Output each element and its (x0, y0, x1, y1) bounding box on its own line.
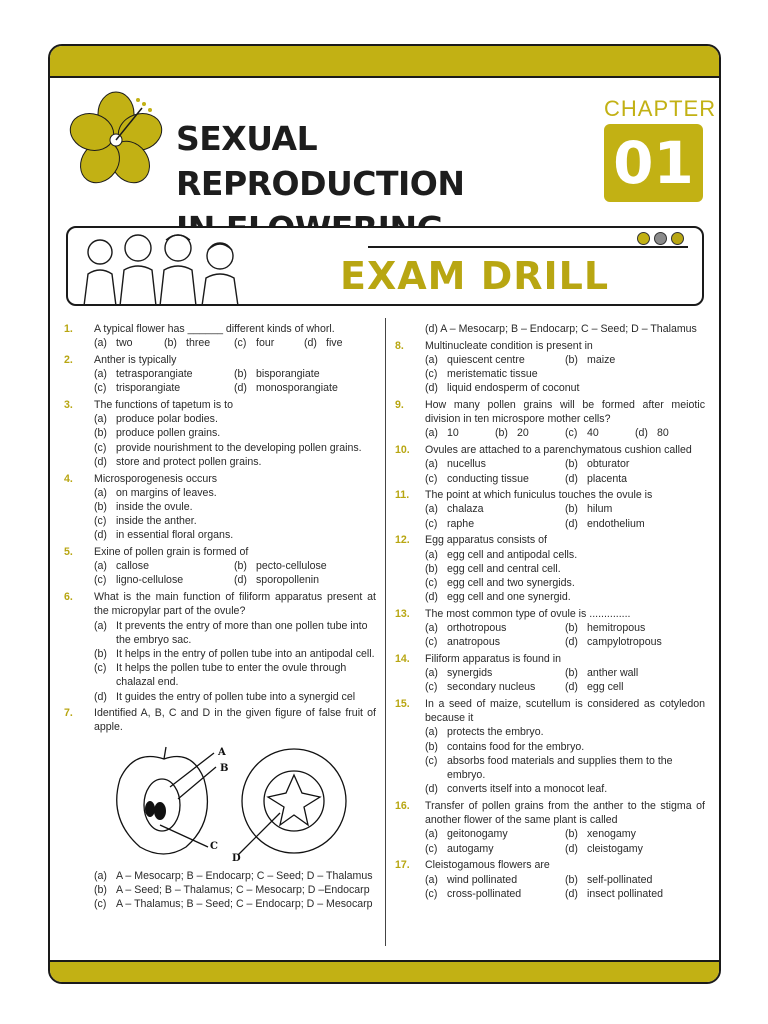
question-item (64, 353, 376, 396)
question-text: How many pollen grains will be formed after meiotic division in ten microspore mother cells? (425, 399, 705, 426)
option-text: egg cell (587, 681, 624, 694)
question-text: Exine of pollen grain is formed of (94, 546, 249, 559)
options-row (94, 336, 376, 350)
option-text: meristematic tissue (447, 368, 538, 381)
answer-option (565, 457, 705, 471)
options-row (94, 559, 376, 573)
option-letter: (b) (234, 368, 247, 381)
option-text: It helps the pollen tube to enter the ovule through chalazal end. (116, 662, 347, 689)
options-row (425, 827, 705, 841)
question-number: 10. (395, 444, 410, 457)
answer-option (425, 502, 565, 516)
option-text: in essential floral organs. (116, 529, 234, 542)
option-text: It helps in the entry of pollen tube into an antipodal cell. (116, 647, 375, 660)
option-text: autogamy (447, 842, 494, 855)
option-text: raphe (447, 517, 475, 530)
question-item (395, 799, 705, 856)
option-letter: (c) (234, 337, 247, 350)
option-letter: (a) (94, 486, 107, 499)
question-text: In a seed of maize, scutellum is considered as cotyledon because it (425, 698, 705, 725)
answer-option (234, 367, 374, 381)
option-text: hemitropous (587, 622, 646, 635)
option-letter: (d) (304, 337, 317, 350)
answer-option (94, 486, 376, 500)
question-item (395, 697, 705, 796)
option-letter: (c) (425, 368, 438, 381)
option-letter: (c) (425, 576, 438, 589)
answer-option (94, 528, 376, 542)
option-letter: (d) (565, 636, 578, 649)
answer-option (425, 873, 565, 887)
option-text: egg cell and antipodal cells. (447, 548, 578, 561)
option-letter: (b) (425, 740, 438, 753)
option-text: absorbs food materials and supplies them to the embryo. (447, 754, 673, 782)
option-letter: (d) (565, 472, 578, 485)
option-text: five (326, 337, 343, 350)
question-item (395, 858, 705, 901)
answer-option (425, 472, 565, 486)
answer-option (425, 827, 565, 841)
option-text: self-pollinated (587, 873, 653, 886)
answer-option (94, 441, 376, 455)
question-item (64, 472, 376, 543)
option-text: tetrasporangiate (116, 368, 193, 381)
option-letter: (c) (425, 754, 438, 767)
section-title: EXAM DRILL (340, 254, 610, 298)
option-text: egg cell and two synergids. (447, 576, 575, 589)
cartoon-people-illustration (70, 230, 270, 306)
answer-option (565, 621, 705, 635)
question-text: Microsporogenesis occurs (94, 472, 218, 485)
option-letter: (b) (565, 622, 578, 635)
option-letter: (a) (425, 667, 438, 680)
answer-option (425, 754, 705, 782)
option-letter: (d) (425, 591, 438, 604)
question-text: Multinucleate condition is present in (425, 339, 593, 352)
option-letter: (a) (425, 503, 438, 516)
answer-option (94, 455, 376, 469)
options-row (425, 426, 705, 440)
option-letter: (b) (94, 427, 107, 440)
option-text: anther wall (587, 667, 639, 680)
answer-option (565, 502, 705, 516)
options-row (94, 573, 376, 587)
option-text: three (186, 337, 211, 350)
option-text: obturator (587, 458, 630, 471)
answer-option (94, 647, 376, 661)
option-letter: (d) (565, 887, 578, 900)
question-text: The functions of tapetum is to (94, 399, 233, 412)
question-item (64, 706, 376, 911)
option-letter: (c) (94, 898, 107, 911)
option-letter: (a) (94, 337, 107, 350)
option-letter: (c) (94, 441, 107, 454)
option-text: conducting tissue (447, 472, 529, 485)
question-number: 15. (395, 698, 410, 711)
question-text: Anther is typically (94, 353, 177, 366)
answer-option (565, 842, 705, 856)
answer-option (425, 381, 705, 395)
option-text: on margins of leaves. (116, 486, 217, 499)
question-7-continuation (395, 322, 705, 336)
option-text: protects the embryo. (447, 726, 544, 739)
question-text: Transfer of pollen grains from the anther to the stigma of another flower of the same plant is called (425, 800, 705, 827)
option-text: nucellus (447, 458, 486, 471)
answer-option (565, 680, 705, 694)
question-number: 16. (395, 800, 410, 812)
answer-option (425, 887, 565, 901)
options-row (94, 367, 376, 381)
left-column (64, 322, 376, 914)
question-number: 8. (395, 339, 404, 352)
answer-option (425, 842, 565, 856)
question-item (64, 398, 376, 469)
question-number: 11. (395, 489, 410, 502)
option-letter: (d) (425, 783, 438, 796)
option-letter: (a) (425, 873, 438, 886)
option-letter: (b) (164, 337, 177, 350)
option-text: inside the anther. (116, 515, 197, 528)
option-letter: (b) (565, 667, 578, 680)
option-letter: (c) (425, 842, 438, 855)
top-bar (50, 46, 719, 78)
question-item (395, 607, 705, 650)
question-number: 3. (64, 399, 73, 412)
dot-3 (671, 232, 684, 245)
question-number: 17. (395, 859, 410, 872)
answer-option (94, 897, 376, 911)
option-letter: (c) (425, 472, 438, 485)
question-item (395, 443, 705, 486)
answer-option (425, 353, 565, 367)
answer-option (425, 590, 705, 604)
option-letter: (c) (425, 636, 438, 649)
apple-false-fruit-figure (104, 739, 364, 861)
option-letter: (c) (565, 427, 578, 440)
banner-line (368, 246, 688, 248)
answer-option (94, 336, 164, 350)
option-letter: (a) (94, 413, 107, 426)
option-text: egg cell and one synergid. (447, 591, 571, 604)
answer-option (425, 367, 705, 381)
answer-option (565, 353, 705, 367)
chapter-label: CHAPTER (604, 96, 717, 121)
answer-option (94, 367, 234, 381)
answer-option (425, 517, 565, 531)
option-text: ligno-cellulose (116, 574, 184, 587)
question-number: 1. (64, 323, 73, 335)
option-text: produce polar bodies. (116, 413, 218, 426)
option-text: 40 (587, 427, 599, 440)
answer-option (234, 559, 374, 573)
options-row (425, 621, 705, 635)
answer-option (495, 426, 565, 440)
answer-option (304, 336, 374, 350)
options-row (425, 887, 705, 901)
question-item (64, 590, 376, 704)
option-text: xenogamy (587, 828, 636, 841)
option-text: A – Seed; B – Thalamus; C – Mesocarp; D –Endocarp (116, 884, 370, 897)
answer-option (425, 457, 565, 471)
answer-option (94, 500, 376, 514)
option-letter: (a) (425, 622, 438, 635)
option-letter: (b) (234, 560, 247, 573)
option-text: sporopollenin (256, 574, 320, 587)
option-text: inside the ovule. (116, 500, 193, 513)
option-letter: (d) (234, 382, 247, 395)
answer-option (565, 635, 705, 649)
answer-option (425, 666, 565, 680)
answer-option (425, 562, 705, 576)
option-letter: (d) (234, 574, 247, 587)
answer-option (94, 869, 376, 883)
option-letter: (d) (94, 529, 107, 542)
question-number: 14. (395, 652, 410, 665)
answer-option (425, 740, 705, 754)
answer-option (565, 517, 705, 531)
column-divider (385, 318, 386, 946)
question-item (64, 545, 376, 588)
option-text: geitonogamy (447, 828, 508, 841)
exam-drill-banner (66, 226, 704, 306)
figure-label-a: A (218, 746, 226, 758)
option-text: A – Mesocarp; B – Endocarp; C – Seed; D – Thalamus (116, 869, 373, 882)
options-row (425, 353, 705, 367)
option-letter: (d) (94, 690, 107, 703)
question-text: Filiform apparatus is found in (425, 652, 562, 665)
answer-option (94, 514, 376, 528)
options-row (94, 381, 376, 395)
option-letter: (b) (565, 353, 578, 366)
answer-option (565, 472, 705, 486)
question-number: 4. (64, 472, 73, 485)
option-letter: (b) (565, 828, 578, 841)
question-item (395, 488, 705, 531)
options-row (425, 517, 705, 531)
answer-option (234, 381, 374, 395)
option-letter: (b) (425, 562, 438, 575)
option-letter: (b) (495, 427, 508, 440)
option-letter: (a) (94, 368, 107, 381)
answer-option (164, 336, 234, 350)
option-text: provide nourishment to the developing pollen grains. (116, 441, 362, 454)
option-text: four (256, 337, 275, 350)
answer-option (565, 827, 705, 841)
answer-option (425, 621, 565, 635)
option-text: placenta (587, 472, 628, 485)
options-row (425, 666, 705, 680)
option-letter: (c) (94, 574, 107, 587)
continuation-text: (d) A – Mesocarp; B – Endocarp; C – Seed; D – Thalamus (425, 323, 697, 335)
options-row (425, 680, 705, 694)
option-letter: (d) (425, 382, 438, 395)
chapter-number: 01 (604, 124, 703, 202)
option-letter: (d) (565, 681, 578, 694)
option-text: store and protect pollen grains. (116, 455, 262, 468)
question-item (395, 339, 705, 396)
option-letter: (b) (94, 500, 107, 513)
right-column (395, 322, 705, 903)
answer-option (425, 680, 565, 694)
question-item (64, 322, 376, 350)
answer-option (565, 873, 705, 887)
option-letter: (c) (94, 382, 107, 395)
answer-option (94, 573, 234, 587)
answer-option (425, 725, 705, 739)
question-text: Ovules are attached to a parenchymatous cushion called (425, 444, 692, 457)
option-letter: (a) (94, 619, 107, 632)
question-text: What is the main function of filiform apparatus present at the micropylar part of the ovule? (94, 591, 376, 618)
option-letter: (a) (94, 560, 107, 573)
figure-label-c: C (210, 840, 218, 852)
option-text: secondary nucleus (447, 681, 536, 694)
answer-option (565, 666, 705, 680)
option-text: hilum (587, 503, 613, 516)
option-letter: (b) (565, 503, 578, 516)
answer-option (425, 548, 705, 562)
answer-option (425, 635, 565, 649)
figure-label-d: D (232, 852, 241, 861)
option-text: bisporangiate (256, 368, 320, 381)
question-item (395, 533, 705, 604)
banner-dots (637, 232, 684, 245)
option-letter: (a) (425, 427, 438, 440)
question-text: The most common type of ovule is .............. (425, 607, 631, 620)
question-text: Cleistogamous flowers are (425, 859, 550, 872)
answer-option (94, 883, 376, 897)
answer-option (94, 381, 234, 395)
option-text: It guides the entry of pollen tube into a synergid cel (116, 690, 356, 703)
question-number: 12. (395, 534, 410, 547)
bottom-bar (50, 960, 719, 982)
option-text: monosporangiate (256, 382, 338, 395)
question-number: 13. (395, 607, 410, 620)
option-letter: (a) (425, 458, 438, 471)
options-row (425, 502, 705, 516)
question-number: 6. (64, 591, 73, 604)
option-letter: (b) (565, 458, 578, 471)
option-text: insect pollinated (587, 887, 663, 900)
option-text: produce pollen grains. (116, 427, 221, 440)
question-text: The point at which funiculus touches the ovule is (425, 489, 653, 502)
option-text: A – Thalamus; B – Seed; C – Endocarp; D – Mesocarp (116, 898, 373, 911)
question-text: Egg apparatus consists of (425, 534, 547, 547)
options-row (425, 457, 705, 471)
option-text: endothelium (587, 517, 645, 530)
option-letter: (c) (94, 515, 107, 528)
option-text: cross-pollinated (447, 887, 522, 900)
options-row (425, 873, 705, 887)
option-letter: (c) (425, 887, 438, 900)
dot-1 (637, 232, 650, 245)
question-text: A typical flower has ______ different kinds of whorl. (94, 323, 335, 335)
question-item (395, 398, 705, 441)
question-number: 7. (64, 707, 73, 720)
answer-option (94, 690, 376, 704)
option-letter: (b) (94, 884, 107, 897)
answer-option (94, 426, 376, 440)
option-text: egg cell and central cell. (447, 562, 561, 575)
option-letter: (c) (94, 662, 107, 675)
answer-option (425, 426, 495, 440)
option-text: anatropous (447, 636, 501, 649)
answer-option (565, 426, 635, 440)
dot-2 (654, 232, 667, 245)
answer-option (234, 573, 374, 587)
option-text: liquid endosperm of coconut (447, 382, 580, 395)
answer-option (425, 576, 705, 590)
option-text: trisporangiate (116, 382, 181, 395)
option-text: maize (587, 353, 616, 366)
answer-option (425, 782, 705, 796)
figure-label-b: B (220, 762, 229, 774)
question-number: 2. (64, 353, 73, 366)
answer-option (94, 559, 234, 573)
question-text: Identified A, B, C and D in the given figure of false fruit of apple. (94, 707, 376, 734)
option-text: cleistogamy (587, 842, 643, 855)
option-text: converts itself into a monocot leaf. (447, 783, 608, 796)
option-text: chalaza (447, 503, 484, 516)
option-text: campylotropous (587, 636, 662, 649)
title-line-1: SEXUAL REPRODUCTION (176, 119, 465, 203)
answer-option (94, 412, 376, 426)
option-text: pecto-cellulose (256, 560, 327, 573)
option-letter: (d) (565, 517, 578, 530)
answer-option (94, 619, 376, 647)
options-row (425, 635, 705, 649)
question-item (395, 652, 705, 695)
option-letter: (a) (425, 548, 438, 561)
option-letter: (a) (94, 869, 107, 882)
answer-option (94, 661, 376, 689)
option-letter: (d) (635, 427, 648, 440)
option-text: orthotropous (447, 622, 507, 635)
options-row (425, 842, 705, 856)
option-letter: (a) (425, 828, 438, 841)
option-letter: (a) (425, 353, 438, 366)
question-number: 5. (64, 546, 73, 559)
option-letter: (b) (94, 647, 107, 660)
option-letter: (d) (565, 842, 578, 855)
answer-option (565, 887, 705, 901)
option-text: 80 (657, 427, 669, 440)
hibiscus-flower-icon (66, 88, 166, 188)
option-text: quiescent centre (447, 353, 525, 366)
option-letter: (b) (565, 873, 578, 886)
option-text: callose (116, 560, 149, 573)
option-text: It prevents the entry of more than one pollen tube into the embryo sac. (116, 619, 368, 646)
option-letter: (d) (94, 455, 107, 468)
option-text: contains food for the embryo. (447, 740, 585, 753)
option-text: two (116, 337, 133, 350)
question-number: 9. (395, 399, 404, 412)
options-row (425, 472, 705, 486)
option-letter: (c) (425, 517, 438, 530)
option-text: synergids (447, 667, 493, 680)
answer-option (234, 336, 304, 350)
answer-option (635, 426, 705, 440)
option-text: wind pollinated (447, 873, 518, 886)
option-text: 10 (447, 427, 459, 440)
option-letter: (a) (425, 726, 438, 739)
option-text: 20 (517, 427, 529, 440)
option-letter: (c) (425, 681, 438, 694)
